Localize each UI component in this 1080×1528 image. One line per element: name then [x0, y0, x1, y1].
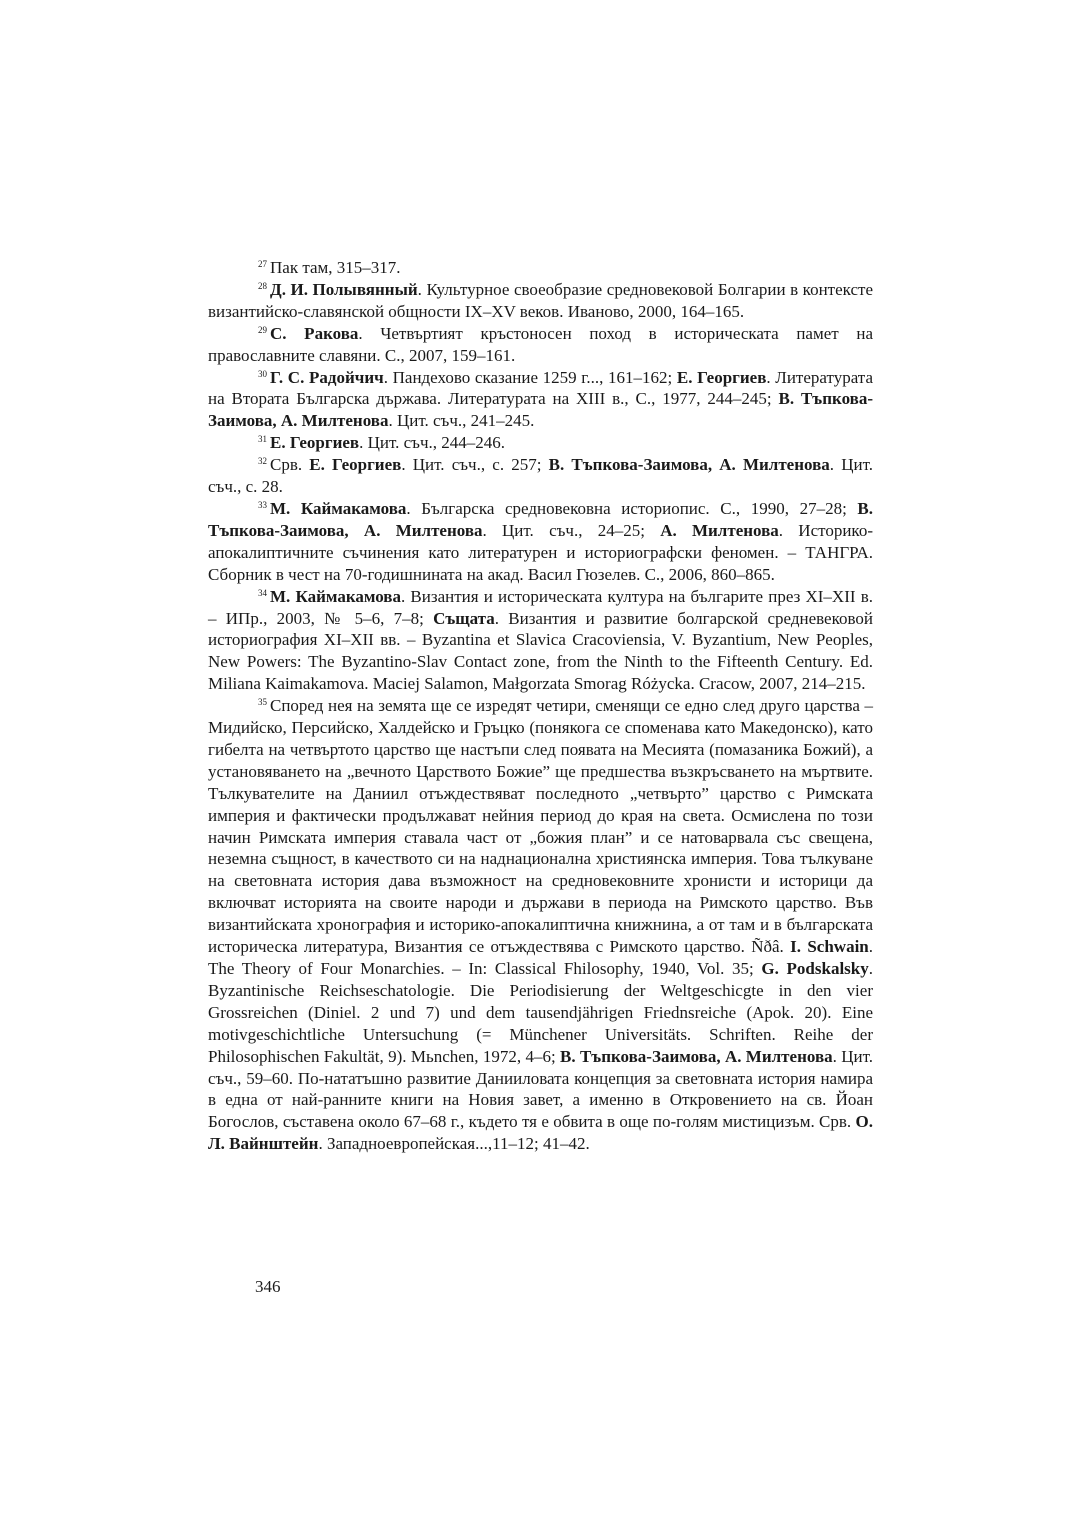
author-name: Същата [433, 608, 495, 628]
footnote-text: . The Theory of Four Monarchies. – In: Classical Fhilosophy, 1940, Vol. 35; [208, 937, 874, 978]
author-name: Д. И. Полывянный [270, 279, 418, 299]
footnote-text: . Литературата на Втората Българска държава. Литературата на XIII в., С., 1977, 244–245; [208, 367, 873, 409]
footnote-number: 30 [258, 368, 267, 379]
footnote-text: . Западноевропейская...,11–12; 41–42. [318, 1134, 590, 1154]
footnote-text: Срв. [270, 455, 310, 475]
footnote-32 [208, 454, 873, 498]
footnote-35 [208, 695, 873, 1155]
footnote-text: . Цит. съч., 24–25; [482, 520, 661, 540]
footnote-text: . Цит. съч., 241–245. [388, 411, 535, 431]
author-name: Е. Георгиев [676, 367, 767, 387]
author-name: I. Schwain [790, 937, 869, 957]
author-name: В. Тъпкова-Заимова, А. Милтенова [560, 1046, 833, 1066]
author-name: G. Podskalsky [761, 959, 869, 978]
author-name: С. Ракова [270, 323, 359, 343]
footnote-text: . Цит. съч., с. 257; [401, 455, 549, 475]
author-name: М. Каймакамова [270, 586, 401, 606]
footnote-text: Пак там, 315–317. [270, 258, 401, 277]
author-name: О. Л. Вайнштейн [208, 1112, 873, 1154]
footnotes-block [208, 257, 873, 1155]
footnote-text: . Историко-апокалиптичните съчинения като литературен и историографски феномен. – ТАНГРА. Сборник в чест на 70-годишнината на акад. Васил Гюзелев. С., 2006, 860–865. [208, 520, 873, 584]
footnote-number: 35 [258, 697, 267, 708]
footnote-text: . Цит. съч., 59–60. По-нататъшно развитие Данииловата концепция за световната история намира в една от най-ранните книги на Новия завет, а именно в Откровението на св. Йоан Богослов, съставена около 67–68 г., където тя е обвита в още по-голям мистицизъм. Срв. [208, 1046, 874, 1132]
footnote-number: 27 [258, 259, 267, 269]
page-number: 346 [255, 1277, 281, 1296]
footnote-text: . Культурное своеобразие средновековой Болгарии в контексте византийско-славянской общности IX–XV веков. Иваново, 2000, 164–165. [208, 279, 874, 321]
author-name: В. Тъпкова-Заимова, А. Милтенова [208, 498, 873, 540]
author-name: В. Тъпкова-Заимова, А. Милтенова [548, 455, 830, 475]
footnote-text: Според нея на земята ще се изредят четири, сменящи се едно след друго царства – Мидийско, Персийско, Халдейско и Гръцко (понякога се споменава като Македонско), като гибелта на четвъртото царство ще настъпи след появата на Месията (помазаника Божий), а установяването на „вечното Царството Божие” ще предшества възкръсването на мъртвите. Тълкувателите на Даниил отъждествяват последното „четвърто” царство с Римската империя и фактически продължават нейния период до края на света. Осмислена по този начин Римската империя ставала част от „божия план” и се натоварвала със свещена, неземна същност, в качеството си на наднационална християнска империя. Това тълкуване на световната история дава възможност на средновековните хронисти и историци да включват историята на своите народи и държави в периода на Римското царство. Във византийската хронография и историко-апокалиптична книжнина, а от там и в българската историческа литература, Византия се отъждествява с Римското царство. Ñðâ. [208, 696, 873, 957]
footnote-number: 33 [258, 499, 267, 510]
footnote-34 [208, 586, 873, 696]
author-name: М. Каймакамова [270, 498, 407, 518]
footnote-text: . Четвъртият кръстоносен поход в историческата памет на православните славяни. С., 2007, 159–161. [208, 323, 873, 365]
footnote-text: . Пандехово сказание 1259 г..., 161–162; [383, 367, 677, 387]
footnote-number: 29 [258, 324, 267, 335]
footnote-text: . Byzantinische Reichseschatologie. Die Periodisierung der Weltgeschicgte in den vier Grossreichen (Diniel. 2 und 7) und dem tausendjährigen Friednsreiche (Apok. 20). Eine motivgeschichtliche Untersuchung (= Münchener Universitäts. Schriften. Reihe der Philosophischen Fakultät, 9). Mьnchen, 1972, 4–6; [208, 959, 873, 1066]
footnote-text: . Цит. съч., с. 28. [208, 455, 873, 497]
author-name: Е. Георгиев [309, 455, 402, 475]
author-name: Е. Георгиев [270, 433, 360, 453]
footnote-number: 31 [258, 434, 267, 445]
footnote-number: 28 [258, 280, 267, 291]
footnote-29 [208, 323, 873, 367]
footnote-30 [208, 367, 873, 433]
footnote-number: 34 [258, 587, 267, 598]
footnote-31 [208, 432, 873, 454]
footnote-number: 32 [258, 456, 267, 467]
footnote-28 [208, 279, 873, 323]
footnote-27 [208, 257, 873, 279]
author-name: Г. С. Радойчич [270, 367, 384, 387]
footnote-text: . Византия и развитие болгарской средневековой историография XI–XII вв. – Byzantina et Slavica Cracoviensia, V. Byzantium, New Peoples, New Powers: The Byzantino-Slav Contact zone, from the Ninth to the Fifteenth Century. Ed. Miliana Kaimakamova. Maciej Salamon, Małgorzata Smorag Różycka. Cracow, 2007, 214–215. [208, 608, 874, 694]
footnote-text: . Цит. съч., 244–246. [359, 433, 506, 453]
footnote-33 [208, 498, 873, 586]
footnote-text: . Византия и историческата култура на българите през XI–XII в. – ИПр., 2003, № 5–6, 7–8; [208, 586, 873, 628]
author-name: В. Тъпкова-Заимова, А. Милтенова [208, 389, 873, 431]
author-name: А. Милтенова [660, 520, 779, 540]
footnote-text: . Българска средновековна историопис. С., 1990, 27–28; [406, 498, 858, 518]
